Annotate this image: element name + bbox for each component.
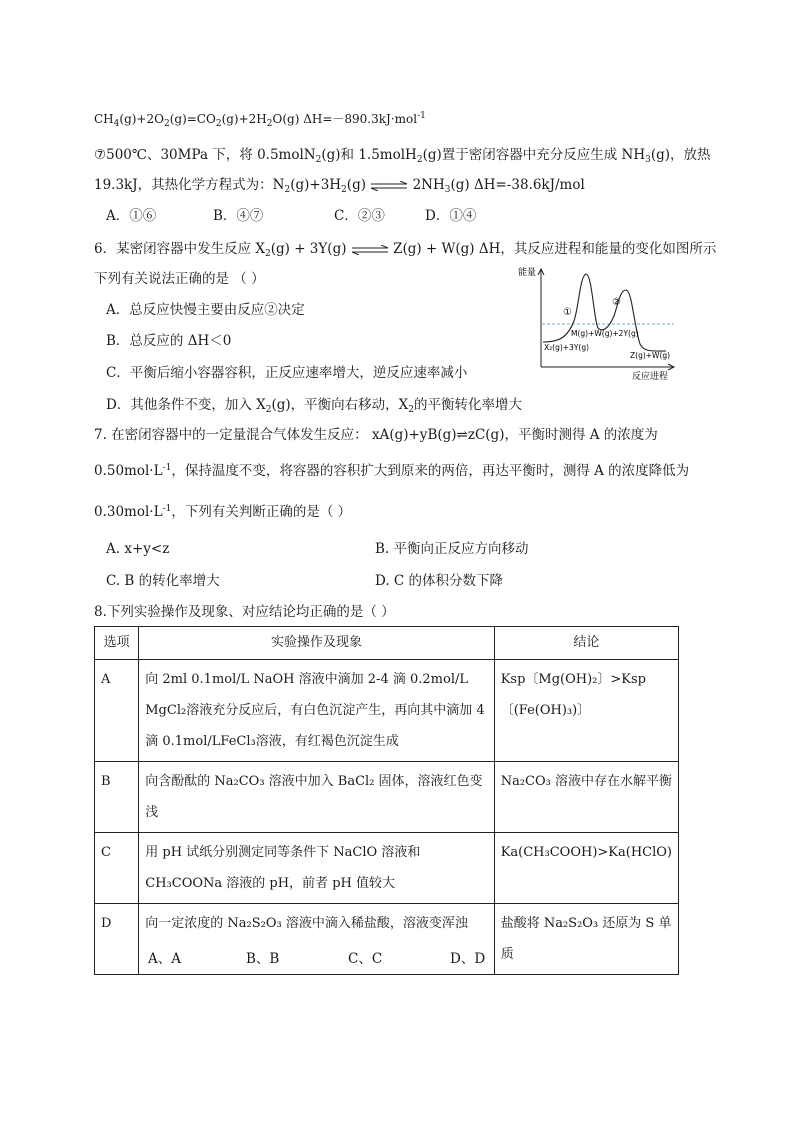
header-operation: 实验操作及现象 xyxy=(139,627,494,660)
reactant-label: X₂(g)+3Y(g) xyxy=(544,343,590,352)
row-option: B xyxy=(95,762,139,833)
product-label: Z(g)+W(g) xyxy=(630,351,671,360)
experiment-table xyxy=(94,626,679,975)
energy-curve xyxy=(543,274,666,351)
q5-option-c: C．②③ xyxy=(334,208,385,224)
q7-stem-line1: 7. 在密闭容器中的一定量混合气体发生反应： xA(g)+yB(g)⇌zC(g)，平衡时测得 A 的浓度为 xyxy=(94,427,658,443)
s7-part: ⑦500℃、30MPa 下，将 0.5molN xyxy=(94,147,316,163)
x-axis-label: 反应进程 xyxy=(632,372,669,382)
q6-stem: 6．某密闭容器中发生反应 $X_2(g) + 3Y(g) Z(g) + W(g)$ ΔH，其反应进程和能量的变化如图所示 xyxy=(94,241,717,259)
peak-1-label: ① xyxy=(563,307,572,318)
s7-part: (g)，放热 xyxy=(650,147,711,163)
row-operation: 用 pH 试纸分别测定同等条件下 NaClO 溶液和 CH₃COONa 溶液的 pH，前者 pH 值较大 xyxy=(139,833,494,904)
row-conclusion: Ka(CH₃COOH)>Ka(HClO) xyxy=(494,833,678,904)
table-row xyxy=(95,660,679,762)
y-axis-label: 能量 xyxy=(518,268,537,278)
q8-answer-b: B、B xyxy=(246,951,280,967)
q6-opt-d-part: (g)，平衡向右移动，X xyxy=(271,397,409,413)
q6-option-c: C．平衡后缩小容器容积，正反应速率增大，逆反应速率减小 xyxy=(106,365,468,381)
row-operation: 向一定浓度的 Na₂S₂O₃ 溶液中滴入稀盐酸，溶液变浑浊 xyxy=(139,904,494,975)
intermediate-label: M(g)+W(g)+2Y(g) xyxy=(571,329,639,338)
row-option: C xyxy=(95,833,139,904)
table-row xyxy=(95,833,679,904)
q6-opt-d-part: 的平衡转化率增大 xyxy=(414,397,522,413)
s7-part: (g) ΔH=-38.6kJ/mol xyxy=(450,177,585,193)
q8-answer-c: C、C xyxy=(348,951,383,967)
eq-part: (g)+2H xyxy=(221,112,267,126)
q7-stem-part: 0.50mol·L xyxy=(94,463,163,479)
header-conclusion: 结论 xyxy=(494,627,678,660)
q5-option-b: B．④⑦ xyxy=(213,208,264,224)
row-conclusion: Ksp〔Mg(OH)₂〕>Ksp〔(Fe(OH)₃)〕 xyxy=(494,660,678,762)
q7-stem-line3 xyxy=(94,503,351,521)
q7-sup: -1 xyxy=(162,504,172,514)
q6-stem-part: (g) + 3Y(g) xyxy=(270,241,347,257)
peak-2-label: ② xyxy=(612,297,621,308)
energy-profile-diagram xyxy=(516,266,678,382)
row-operation: 向含酚酞的 Na₂CO₃ 溶液中加入 BaCl₂ 固体，溶液红色变浅 xyxy=(139,762,494,833)
eq-sup: -1 xyxy=(417,111,426,121)
q7-option-c: C. B 的转化率增大 xyxy=(106,573,220,589)
equilibrium-arrow-icon xyxy=(351,245,389,255)
table-row xyxy=(95,904,679,975)
q5-option-d: D．①④ xyxy=(425,208,477,224)
q7-stem-part: 0.30mol·L xyxy=(94,504,163,520)
q6-stem-part: Z(g) + W(g) ΔH，其反应进程和能量的变化如图所示 xyxy=(393,241,717,257)
row-option: D xyxy=(95,904,139,975)
q5-option-a: A．①⑥ xyxy=(106,208,157,224)
eq-part: (g)=CO xyxy=(169,112,216,126)
row-operation: 向 2ml 0.1mol/L NaOH 溶液中滴加 2-4 滴 0.2mol/L MgCl₂溶液充分反应后，有白色沉淀产生，再向其中滴加 4 滴 0.1mol/LFeCl₃溶液，有红褐色沉淀生成 xyxy=(139,660,494,762)
q7-sup: -1 xyxy=(162,463,172,473)
header-option: 选项 xyxy=(95,627,139,660)
q8-stem: 8.下列实验操作及现象、对应结论均正确的是（ ） xyxy=(94,604,395,620)
statement-7-line1: ⑦500℃、30MPa 下，将 0.5molN$_2$(g)和 1.5molH$_2$(g)置于密闭容器中充分反应生成 $NH_3(g)$，放热 xyxy=(94,147,711,165)
q7-option-a: A. x+y<z xyxy=(106,541,170,557)
q7-option-b: B. 平衡向正反应方向移动 xyxy=(375,541,529,557)
ch4-combustion-equation: $CH_4(g)+2O_2(g)=CO_2(g)+2H_2O(g)$ ΔH=－890.3kJ·mol$^{-1}$ xyxy=(94,111,426,129)
row-conclusion: 盐酸将 Na₂S₂O₃ 还原为 S 单质 xyxy=(494,904,678,975)
q6-option-d: D．其他条件不变，加入 $X_2(g)$，平衡向右移动，$X_2$的平衡转化率增大 xyxy=(106,397,522,415)
q6-stem-part: 6．某密闭容器中发生反应 X xyxy=(94,241,265,257)
s7-part: (g) xyxy=(346,177,366,193)
table-row xyxy=(95,762,679,833)
q8-answer-d: D、D xyxy=(450,951,486,967)
statement-7-line2: 19.3kJ，其热化学方程式为：$N_2(g)+3H_2(g)$ $2NH_3(g)$ ΔH=-38.6kJ/mol xyxy=(94,177,585,195)
eq-part: CH xyxy=(94,112,114,126)
s7-part: 19.3kJ，其热化学方程式为：N xyxy=(94,177,285,193)
s7-part: (g)和 1.5molH xyxy=(321,147,417,163)
q7-stem-part: ，保持温度不变，将容器的容积扩大到原来的两倍，再达平衡时，测得 A 的浓度降低为 xyxy=(171,463,690,479)
q6-option-a: A．总反应快慢主要由反应②决定 xyxy=(106,302,305,318)
q6-stem-line2: 下列有关说法正确的是 （ ） xyxy=(94,271,265,287)
q8-answer-a: A、A xyxy=(148,951,181,967)
row-conclusion: Na₂CO₃ 溶液中存在水解平衡 xyxy=(494,762,678,833)
s7-part: (g)置于密闭容器中充分反应生成 NH xyxy=(422,147,646,163)
q7-stem-line2 xyxy=(94,462,689,480)
q7-stem-part: ，下列有关判断正确的是（ ） xyxy=(171,504,352,520)
q7-option-d: D. C 的体积分数下降 xyxy=(375,573,504,589)
row-option: A xyxy=(95,660,139,762)
eq-part: O(g) ΔH=－890.3kJ·mol xyxy=(272,112,418,126)
equilibrium-arrow-icon xyxy=(370,181,408,191)
q6-option-b: B．总反应的 ΔH＜0 xyxy=(106,333,232,349)
q6-opt-d-part: D．其他条件不变，加入 X xyxy=(106,397,266,413)
s7-part: 2NH xyxy=(412,177,445,193)
table-header-row xyxy=(95,627,679,660)
eq-part: (g)+2O xyxy=(119,112,164,126)
s7-part: (g)+3H xyxy=(290,177,342,193)
